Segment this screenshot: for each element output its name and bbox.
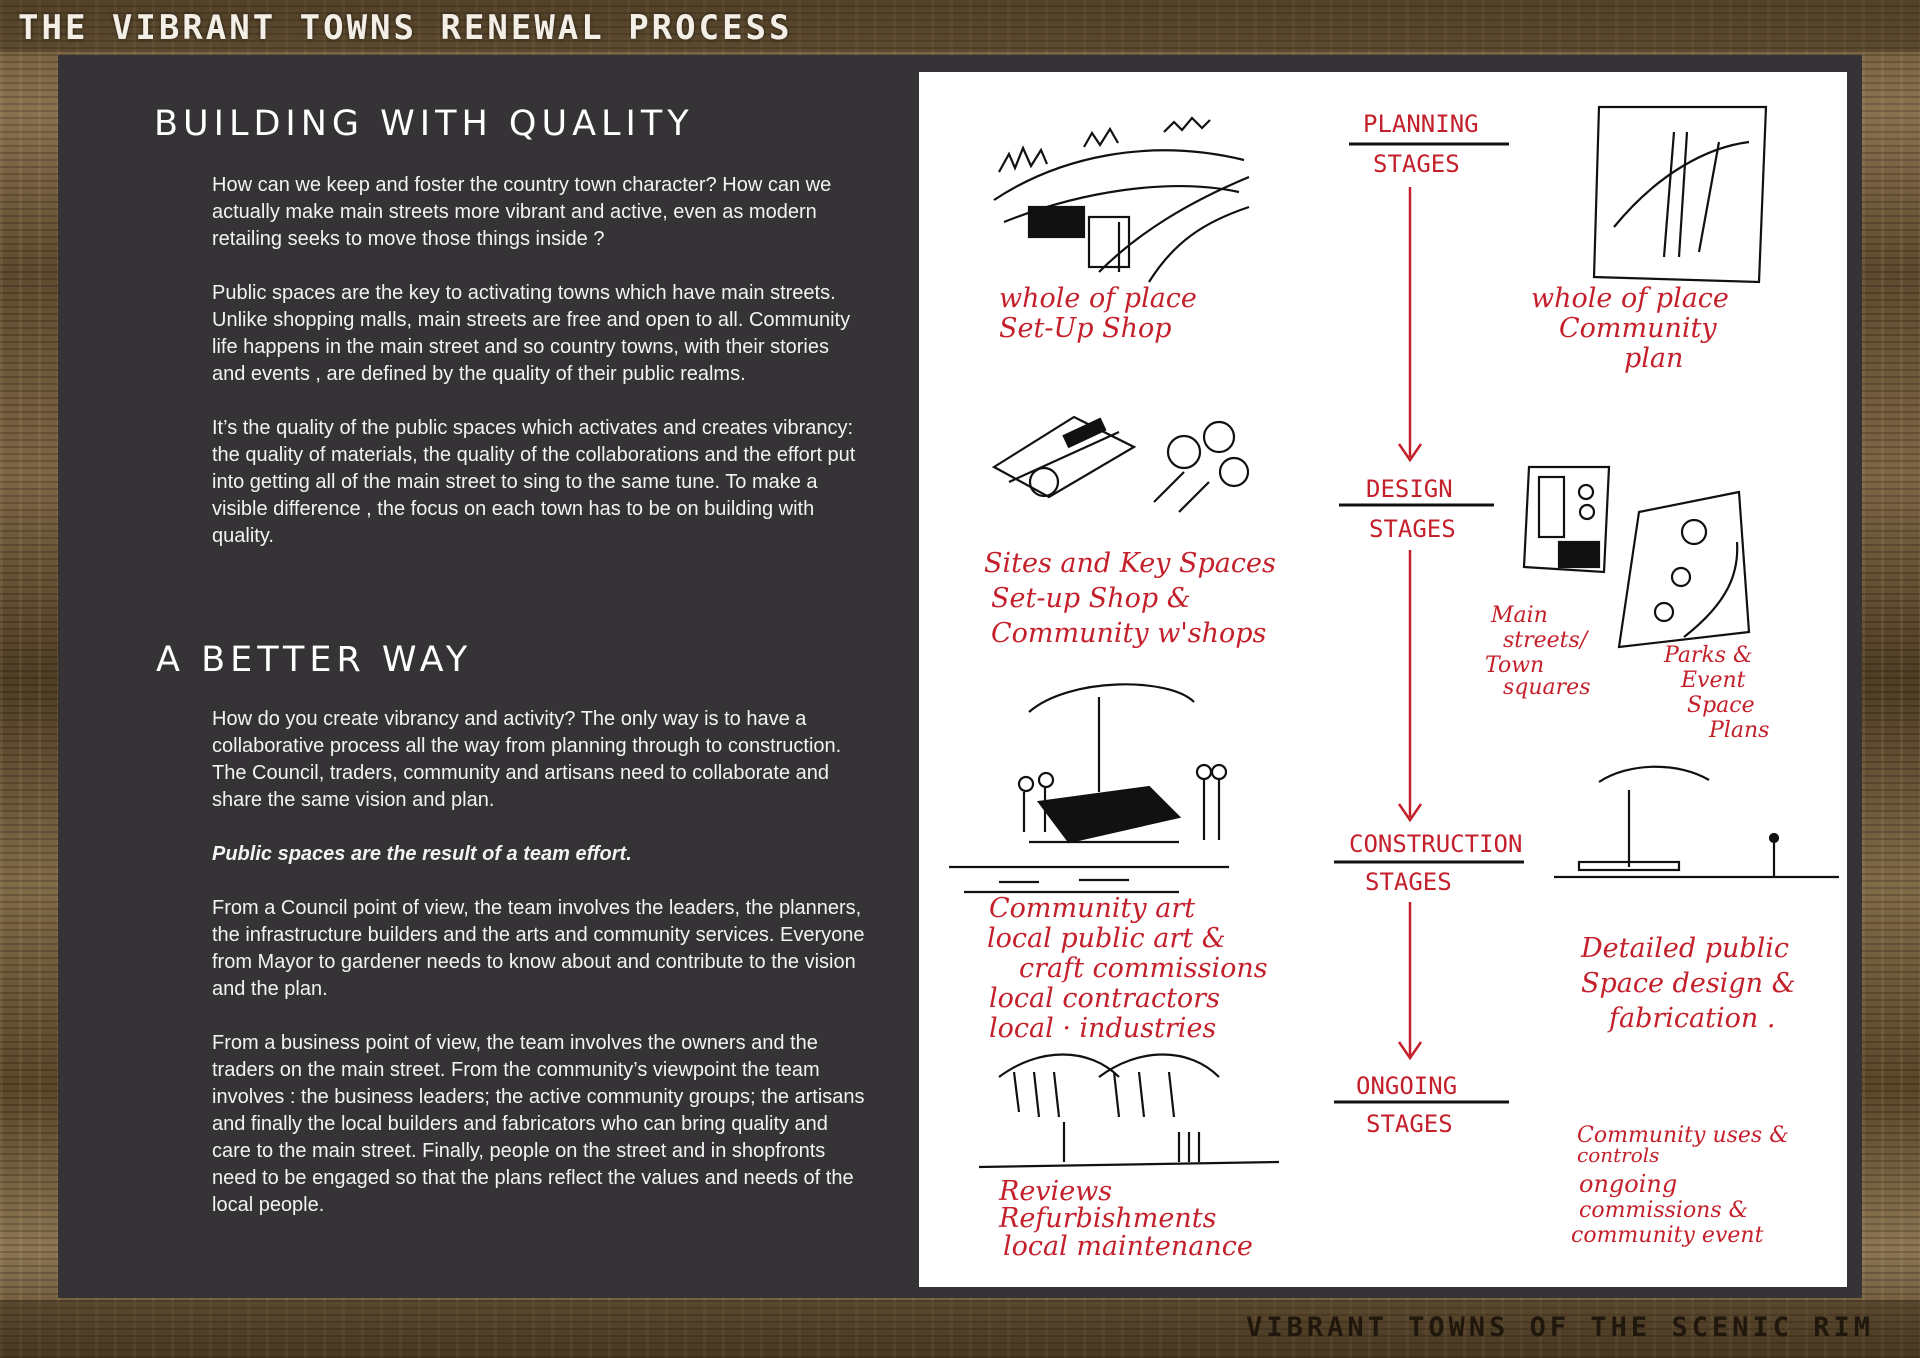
stage-label-1b: STAGES (1373, 150, 1460, 178)
note-planning-left (999, 283, 1197, 344)
note-design-left (984, 548, 1276, 649)
note-line: Community w'shops (991, 618, 1267, 649)
note-construction-left (987, 893, 1268, 1044)
footer-title: VIBRANT TOWNS OF THE SCENIC RIM (1246, 1312, 1874, 1343)
sketch-town-overview (994, 118, 1249, 282)
section-heading-building-with-quality: BUILDING WITH QUALITY (154, 104, 694, 144)
note-planning-right (1531, 283, 1729, 374)
sketch-street-trees (979, 1055, 1279, 1168)
stage-label-4: ONGOING (1356, 1072, 1458, 1100)
note-line: Community uses & (1577, 1123, 1789, 1148)
note-line: ongoing (1579, 1170, 1678, 1198)
note-line: craft commissions (1019, 953, 1268, 984)
note-line: whole of place (999, 283, 1197, 314)
sketch-sites-key-spaces (994, 417, 1248, 512)
note-line: Space (1687, 693, 1755, 718)
note-line: local public art & (987, 923, 1226, 954)
stage-label-4b: STAGES (1366, 1110, 1453, 1138)
note-line: whole of place (1531, 283, 1729, 314)
note-line: fabrication . (1609, 1003, 1776, 1034)
note-line: local · industries (989, 1013, 1217, 1044)
note-line: Detailed public (1581, 933, 1790, 964)
process-sketch (919, 72, 1847, 1287)
note-line: local contractors (989, 983, 1220, 1014)
note-line: community event (1571, 1223, 1764, 1248)
sketch-community-plan (1594, 107, 1766, 282)
paragraph: How do you create vibrancy and activity? The only way is to have a collaborative process all the way from planning through to construction. The Council, traders, community and artisans need to collaborate and share the same vision and plan. (212, 708, 842, 811)
process-diagram (919, 72, 1847, 1287)
note-line: local maintenance (1003, 1231, 1253, 1262)
note-line: Space design & (1581, 968, 1796, 999)
paragraph: From a Council point of view, the team involves the leaders, the planners, the infrastructure builders and the arts and community services. Everyone from Mayor to gardener needs to know about and contribute to the vision and the plan. (212, 897, 865, 1000)
note-line: plan (1624, 343, 1684, 374)
stage-label-2: DESIGN (1366, 475, 1453, 503)
note-line: commissions & (1579, 1198, 1749, 1223)
stage-label-2b: STAGES (1369, 515, 1456, 543)
stage-label-1: PLANNING (1363, 110, 1479, 138)
note-line: Community art (989, 893, 1196, 924)
sketch-public-space-design (1554, 767, 1839, 877)
section-body-building-with-quality (212, 172, 867, 577)
note-line: Plans (1709, 718, 1770, 743)
note-line: Set-up Shop & (991, 583, 1191, 614)
note-line: Community (1559, 313, 1717, 344)
section-body-a-better-way (212, 706, 867, 1246)
note-line: Town (1485, 653, 1545, 678)
sketch-main-street-plan (1524, 467, 1749, 647)
process-arrow (1399, 187, 1421, 1058)
note-line: Event (1681, 668, 1746, 693)
paragraph: How can we keep and foster the country town character? How can we actually make main streets more vibrant and active, even as modern retailing seeks to move those things inside ? (212, 174, 832, 250)
stage-label-3: CONSTRUCTION (1349, 830, 1523, 858)
paragraph: Public spaces are the key to activating towns which have main streets. Unlike shopping malls, main streets are free and open to all. Community life happens in the main street and so country towns, with their stories and events , are defined by the quality of their public realms. (212, 282, 851, 385)
note-line: Main (1491, 603, 1548, 628)
note-line: streets/ (1503, 628, 1588, 653)
note-design-right (1663, 643, 1769, 743)
note-design-mid (1485, 603, 1590, 700)
stage-label-3b: STAGES (1365, 868, 1452, 896)
note-line: Reviews (999, 1176, 1113, 1207)
note-line: Set-Up Shop (999, 313, 1172, 344)
paragraph: It’s the quality of the public spaces which activates and creates vibrancy: the quality of materials, the quality of the collaborations and the effort put into getting all of the main street to sing to the same tune. To make a visible difference , the focus on each town has to be on building with quality. (212, 417, 856, 547)
page-title: THE VIBRANT TOWNS RENEWAL PROCESS (18, 8, 793, 48)
note-ongoing-right (1571, 1123, 1789, 1248)
sketch-public-art-space (949, 684, 1229, 892)
emphasis-paragraph: Public spaces are the result of a team effort. (212, 843, 632, 865)
note-line: controls (1577, 1143, 1660, 1167)
note-line: Sites and Key Spaces (984, 548, 1276, 579)
section-heading-a-better-way: A BETTER WAY (156, 640, 473, 680)
note-construction-right (1580, 933, 1796, 1034)
note-line: Refurbishments (999, 1203, 1217, 1234)
note-ongoing-left (998, 1176, 1253, 1262)
note-line: Parks & (1664, 643, 1753, 668)
note-line: squares (1503, 675, 1591, 700)
paragraph: From a business point of view, the team involves the owners and the traders on the main street. From the community’s viewpoint the team involves : the business leaders; the active community groups; the artisans and finally the local builders and fabricators who can bring quality and care to the main street. Finally, people on the street and in shopfronts need to be engaged so that the plans reflect the values and needs of the local people. (212, 1032, 865, 1216)
